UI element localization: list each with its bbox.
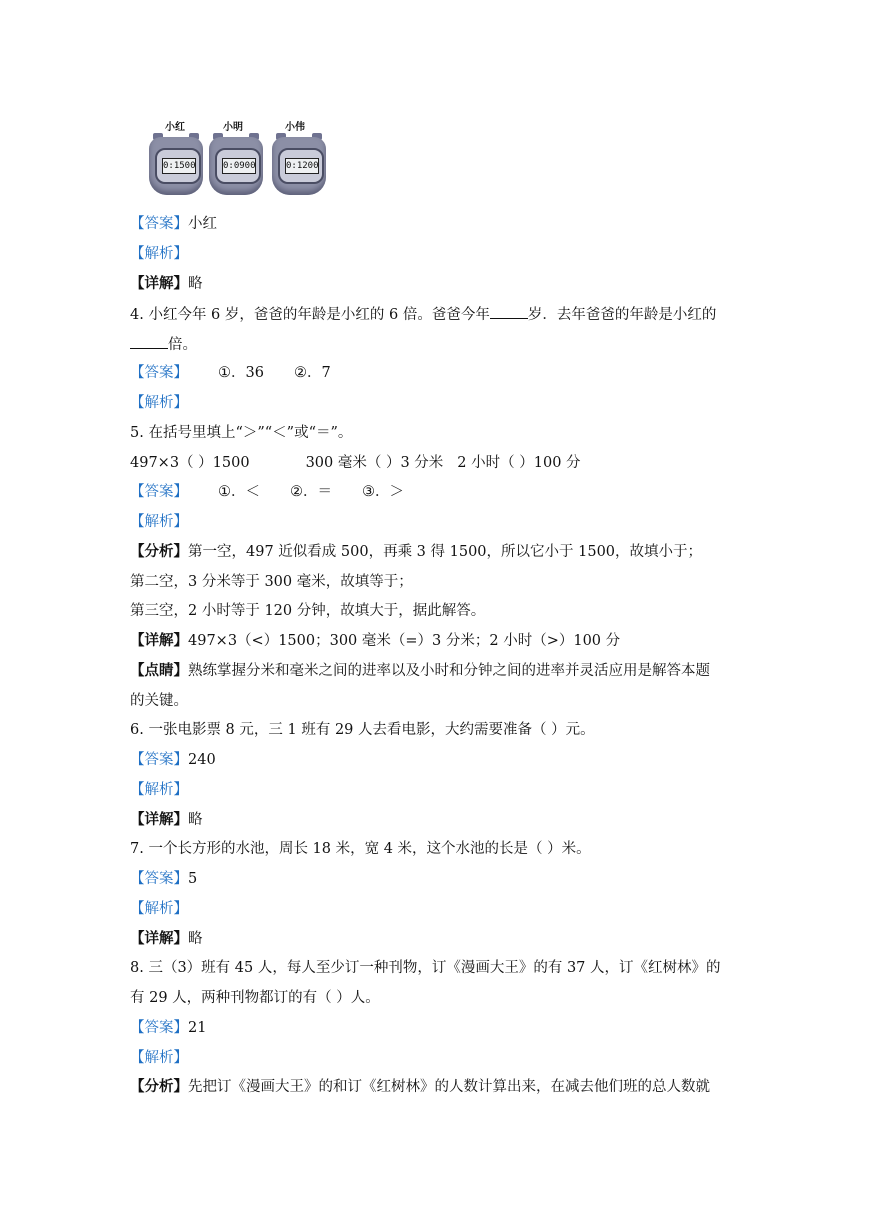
question-6: 6. 一张电影票 8 元，三 1 班有 29 人去看电影，大约需要准备（ ）元。 bbox=[130, 722, 595, 738]
question-4: 4. 小红今年 6 岁，爸爸的年龄是小红的 6 倍。爸爸今年 岁．去年爸爸的年龄是小红的 bbox=[130, 304, 716, 325]
fenxi-line: 【分析】第一空，497 近似看成 500，再乘 3 得 1500，所以它小于 1500，故填小于； bbox=[130, 543, 703, 560]
analysis-line: 【解析】 bbox=[130, 1050, 188, 1066]
watch-time: 0:1500 bbox=[162, 158, 196, 174]
answer-line: 【答案】 ①．36 ②．7 bbox=[130, 365, 331, 381]
answer-line: 【答案】21 bbox=[130, 1020, 207, 1036]
watch-time: 0:0900 bbox=[222, 158, 256, 174]
analysis-line: 【解析】 bbox=[130, 246, 188, 262]
fenxi-line: 【分析】先把订《漫画大王》的和订《红树林》的人数计算出来，在减去他们班的总人数就 bbox=[130, 1078, 710, 1095]
fill-blank bbox=[130, 334, 168, 349]
watch-label: 小红 bbox=[165, 122, 185, 133]
question-4-cont: 倍。 bbox=[130, 334, 197, 355]
fenxi-line: 第三空，2 小时等于 120 分钟，故填大于，据此解答。 bbox=[130, 603, 486, 619]
detail-line: 【详解】略 bbox=[130, 275, 203, 292]
detail-line: 【详解】略 bbox=[130, 811, 203, 828]
stopwatch-icon bbox=[207, 131, 265, 195]
analysis-line: 【解析】 bbox=[130, 782, 188, 798]
question-8-cont: 有 29 人，两种刊物都订的有（ ）人。 bbox=[130, 990, 380, 1006]
question-7: 7. 一个长方形的水池，周长 18 米，宽 4 米，这个水池的长是（ ）米。 bbox=[130, 841, 591, 857]
stopwatch-icon bbox=[147, 131, 205, 195]
answer-line: 【答案】240 bbox=[130, 752, 216, 768]
question-5: 5. 在括号里填上“＞”“＜”或“＝”。 bbox=[130, 425, 353, 441]
stopwatch-icon bbox=[270, 131, 328, 195]
fenxi-line: 第二空，3 分米等于 300 毫米，故填等于； bbox=[130, 574, 413, 590]
analysis-line: 【解析】 bbox=[130, 901, 188, 917]
detail-line: 【详解】略 bbox=[130, 930, 203, 947]
dianjing-line: 【点睛】熟练掌握分米和毫米之间的进率以及小时和分钟之间的进率并灵活应用是解答本题 bbox=[130, 662, 710, 679]
analysis-line: 【解析】 bbox=[130, 514, 188, 530]
watch-time: 0:1200 bbox=[285, 158, 319, 174]
answer-line: 【答案】小红 bbox=[130, 216, 217, 232]
detail-line: 【详解】497×3（<）1500；300 毫米（=）3 分米；2 小时（>）100 分 bbox=[130, 632, 621, 649]
dianjing-line: 的关键。 bbox=[130, 693, 188, 709]
question-8: 8. 三（3）班有 45 人，每人至少订一种刊物，订《漫画大王》的有 37 人，订《红树林》的 bbox=[130, 960, 721, 976]
analysis-line: 【解析】 bbox=[130, 395, 188, 411]
answer-line: 【答案】 ①．＜ ②．＝ ③．＞ bbox=[130, 484, 404, 500]
watch-label: 小明 bbox=[223, 122, 243, 133]
watch-label: 小伟 bbox=[285, 122, 305, 133]
answer-line: 【答案】5 bbox=[130, 871, 198, 887]
stopwatch-figure bbox=[143, 118, 333, 210]
fill-blank bbox=[490, 304, 528, 319]
question-5-expressions: 497×3（ ）1500 300 毫米（ ）3 分米 2 小时（ ）100 分 bbox=[130, 455, 581, 471]
